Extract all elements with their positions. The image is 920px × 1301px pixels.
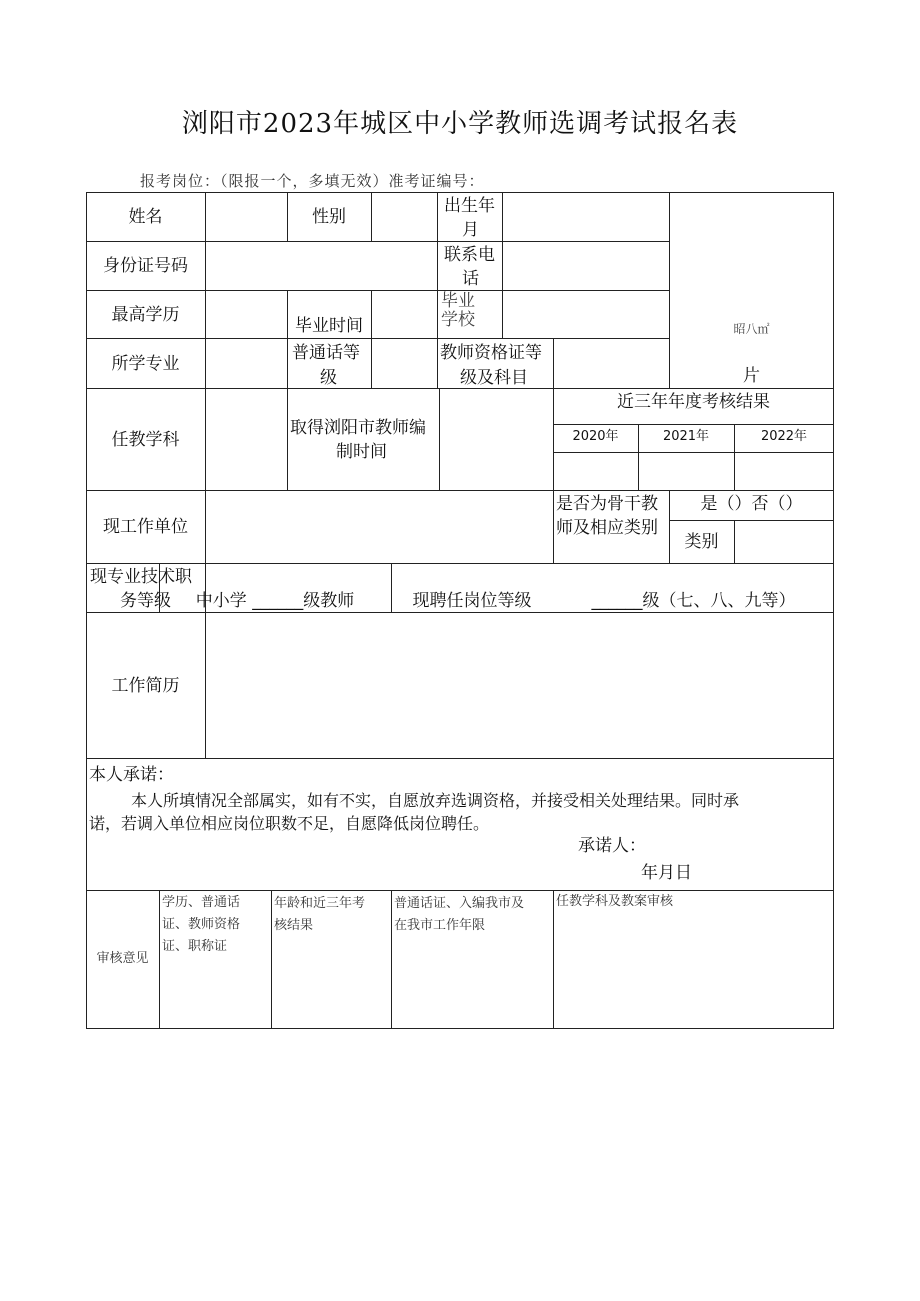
staff-time-label-line2: 制时间 <box>336 442 387 462</box>
table-rule <box>271 890 272 1029</box>
education-label: 最高学历 <box>111 305 180 325</box>
pledger-label: 承诺人： <box>578 836 646 856</box>
grad-time-label: 毕业时间 <box>295 316 363 336</box>
pledge-title: 本人承诺： <box>89 765 174 785</box>
review-col3-line2: 在我市工作年限 <box>394 918 486 933</box>
table-rule <box>669 192 670 388</box>
mandarin-label-line2: 级 <box>320 368 337 388</box>
title-level-label-line2: 务等级 <box>120 591 171 611</box>
table-rule <box>86 338 669 339</box>
birth-label-line2: 月 <box>462 220 479 240</box>
backbone-label-line2: 师及相应类别 <box>556 518 658 538</box>
category-label: 类别 <box>684 532 719 552</box>
assessment-title: 近三年年度考核结果 <box>617 392 770 412</box>
photo-label-line1: 昭八㎡ <box>733 322 770 336</box>
review-label: 审核意见 <box>96 951 149 966</box>
name-label: 姓名 <box>128 207 163 227</box>
table-rule <box>159 890 160 1029</box>
backbone-label-line1: 是否为骨干教 <box>556 494 658 514</box>
teacher-level-field: 中小学 ______级教师 <box>195 591 355 611</box>
birth-label-line1: 出生年 <box>444 196 495 216</box>
table-rule <box>371 290 372 388</box>
phone-label-line2: 话 <box>462 269 479 289</box>
table-rule <box>86 758 834 759</box>
pledge-text-line1: 本人所填情况全部属实，如有不实，自愿放弃选调资格，并接受相关处理结果。同时承 <box>131 791 740 810</box>
photo-label-line2: 片 <box>743 366 760 386</box>
review-col1-line1: 学历、普通话 <box>162 895 241 910</box>
review-col3-line1: 普通话证、入编我市及 <box>394 896 525 911</box>
table-rule <box>371 192 372 241</box>
staff-time-label-line1: 取得浏阳市教师编 <box>290 418 426 438</box>
major-label: 所学专业 <box>111 354 180 374</box>
table-rule <box>669 520 834 521</box>
cert-label-line1: 教师资格证等 <box>440 343 542 363</box>
table-rule <box>553 452 834 453</box>
table-rule <box>553 338 554 563</box>
table-rule <box>391 890 392 1029</box>
pledge-text-line2: 诺，若调入单位相应岗位职数不足，自愿降低岗位聘任。 <box>89 814 490 833</box>
year-2022: 2022年 <box>760 429 808 444</box>
table-rule <box>553 890 554 1029</box>
id-number-label: 身份证号码 <box>103 256 188 276</box>
school-label-line2: 学校 <box>441 310 475 330</box>
gender-label: 性别 <box>312 207 346 227</box>
table-rule <box>86 890 834 891</box>
work-unit-label: 现工作单位 <box>103 517 188 537</box>
table-rule <box>734 520 735 563</box>
exam-post-line: 报考岗位：（限报一个，多填无效）准考证编号： <box>140 172 485 190</box>
review-col2-line1: 年龄和近三年考 <box>274 896 366 911</box>
subject-label: 任教学科 <box>111 430 180 450</box>
post-level-value: ______级（七、八、九等） <box>591 591 796 611</box>
mandarin-label-line1: 普通话等 <box>292 343 360 363</box>
phone-label-line1: 联系电 <box>444 245 495 265</box>
table-rule <box>553 424 834 425</box>
form-title: 浏阳市2023年城区中小学教师选调考试报名表 <box>181 109 739 139</box>
post-level-label: 现聘任岗位等级 <box>412 591 532 611</box>
review-col2-line2: 核结果 <box>274 918 314 933</box>
year-2021: 2021年 <box>662 429 710 444</box>
date-label: 年月日 <box>641 863 692 883</box>
school-label-line1: 毕业 <box>441 291 475 311</box>
table-rule <box>205 192 206 758</box>
review-col4: 任教学科及教案审核 <box>556 894 674 909</box>
table-rule <box>439 388 440 490</box>
year-2020: 2020年 <box>572 429 619 444</box>
table-rule <box>437 192 438 388</box>
cert-label-line2: 级及科目 <box>460 368 528 388</box>
resume-label: 工作简历 <box>111 676 180 696</box>
table-rule <box>86 290 669 291</box>
review-col1-line2: 证、教师资格 <box>162 917 241 932</box>
table-rule <box>86 490 834 491</box>
table-rule <box>86 241 669 242</box>
title-level-label-line1: 现专业技术职 <box>90 567 192 587</box>
table-rule <box>86 563 834 564</box>
backbone-choice: 是（）否（） <box>700 494 803 514</box>
table-rule <box>502 192 503 339</box>
review-col1-line3: 证、职称证 <box>162 939 228 954</box>
